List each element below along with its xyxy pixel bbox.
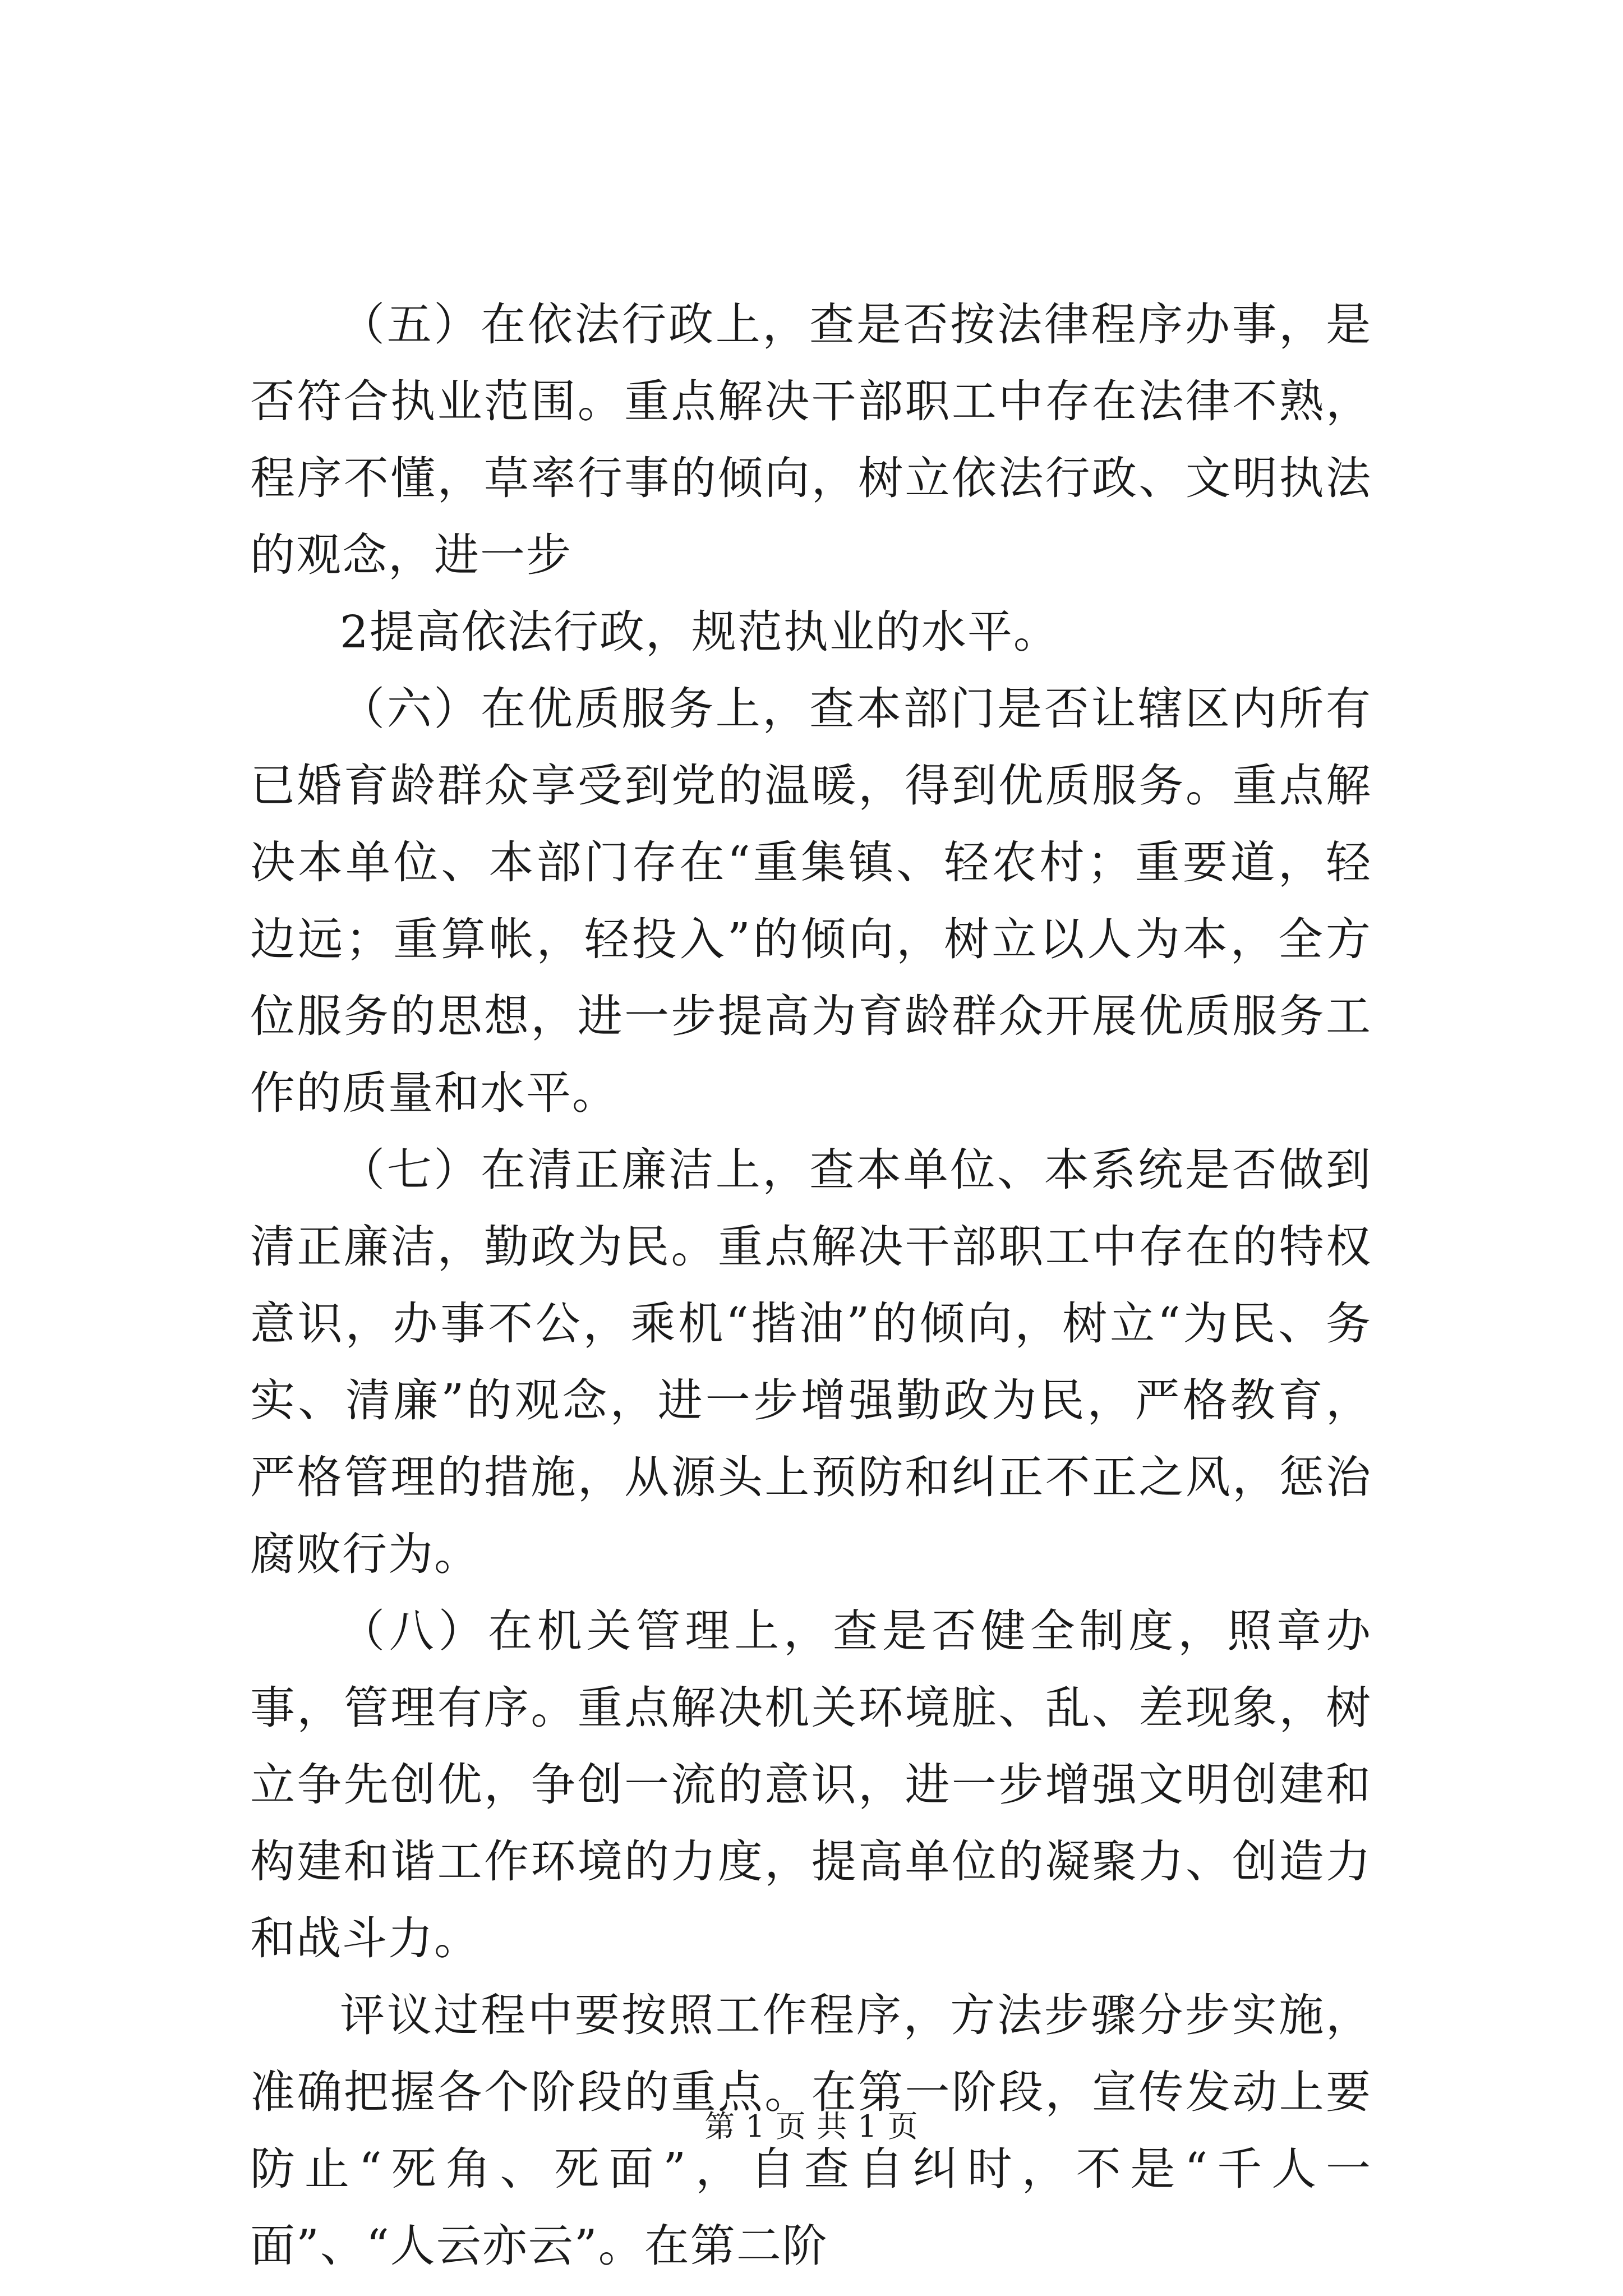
paragraph-5: （五）在依法行政上，查是否按法律程序办事，是否符合执业范围。重点解决干部职工中存在法律不熟，程序不懂，草率行事的倾向，树立依法行政、文明执法的观念，进一步 [250, 298, 1372, 581]
document-body [250, 286, 1372, 2284]
paragraph-8: （八）在机关管理上，查是否健全制度，照章办事，管理有序。重点解决机关环境脏、乱、差现象，树立争先创优，争创一流的意识，进一步增强文明创建和构建和谐工作环境的力度，提高单位的凝聚力、创造力和战斗力。 [250, 1605, 1372, 1964]
paragraph-6: （六）在优质服务上，查本部门是否让辖区内所有已婚育龄群众享受到党的温暖，得到优质服务。重点解决本单位、本部门存在“重集镇、轻农村；重要道，轻边远；重算帐，轻投入”的倾向，树立以人为本，全方位服务的思想，进一步提高为育龄群众开展优质服务工作的质量和水平。 [250, 683, 1372, 1119]
page-number-footer: 第 1 页 共 1 页 [704, 2109, 919, 2144]
paragraph-5-continuation: 2提高依法行政，规范执业的水平。 [340, 606, 1059, 658]
paragraph-review-process: 评议过程中要按照工作程序，方法步骤分步实施，准确把握各个阶段的重点。在第一阶段，宣传发动上要防止“死角、死面”，自查自纠时，不是“千人一面”、“人云亦云”。在第二阶 [250, 1989, 1372, 2272]
paragraph-7: （七）在清正廉洁上，查本单位、本系统是否做到清正廉洁，勤政为民。重点解决干部职工中存在的特权意识，办事不公，乘机“揩油”的倾向，树立“为民、务实、清廉”的观念，进一步增强勤政为民，严格教育，严格管理的措施，从源头上预防和纠正不正之风，惩治腐败行为。 [250, 1144, 1372, 1580]
